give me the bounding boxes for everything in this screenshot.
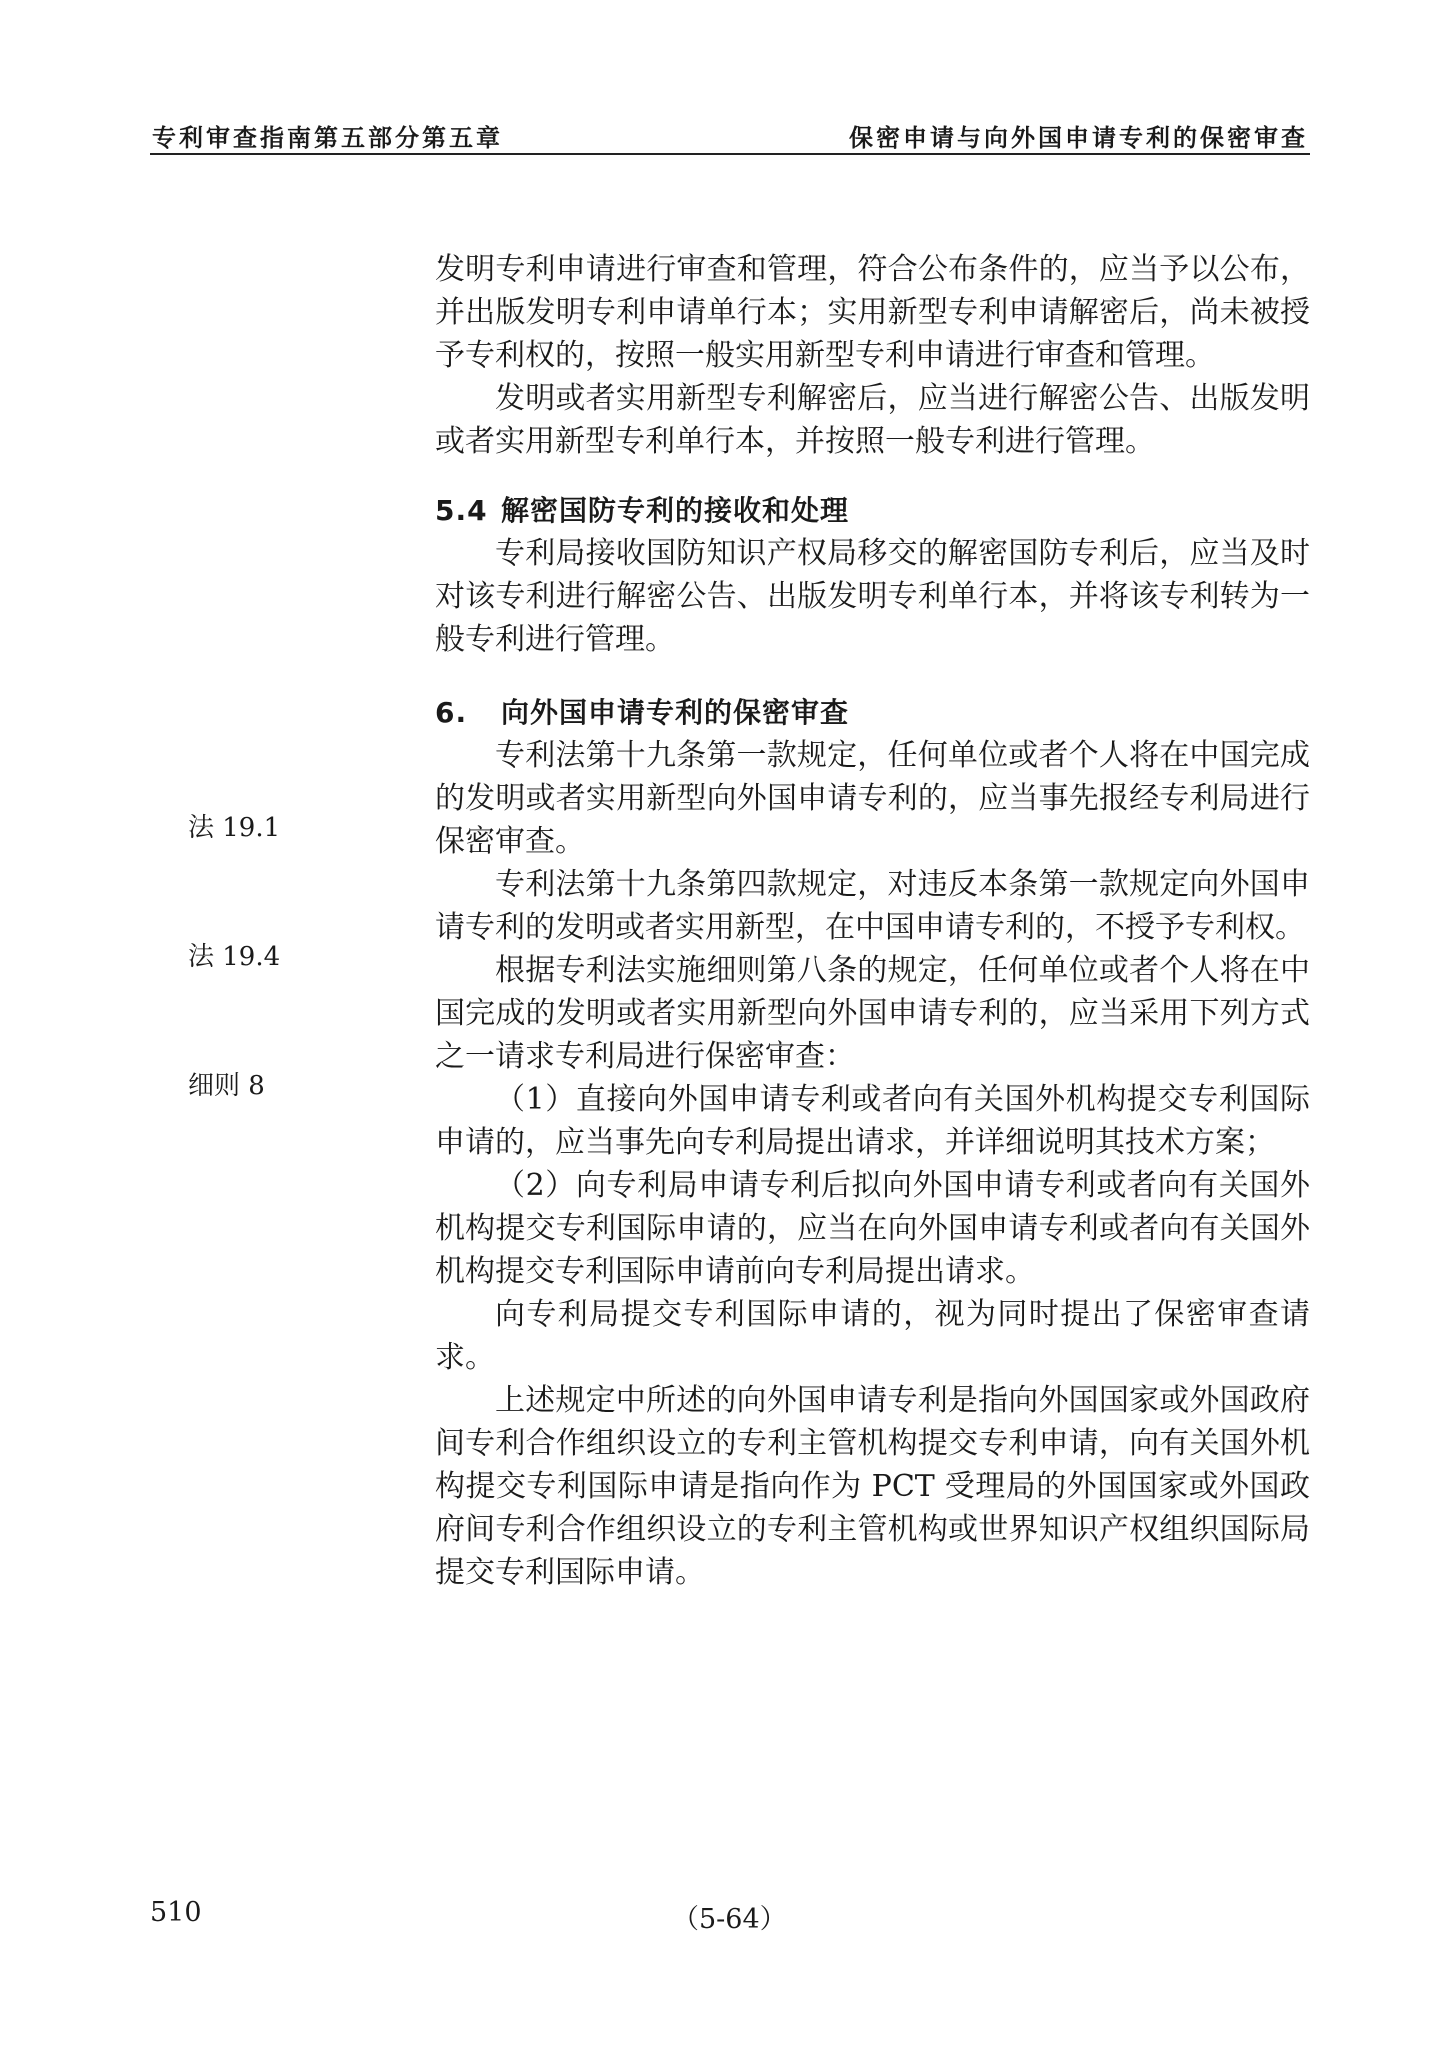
paragraph: 根据专利法实施细则第八条的规定，任何单位或者个人将在中国完成的发明或者实用新型向外国申请专利的，应当采用下列方式之一请求专利局进行保密审查： [435,953,1310,1074]
header-rule [150,153,1310,155]
section-heading-5-4 [435,489,1310,532]
section-number: 6. [435,696,468,729]
section-title: 解密国防专利的接收和处理 [501,494,850,527]
margin-note-rule-8: 细则 8 [188,1071,265,1101]
list-item: （2）向专利局申请专利后拟向外国申请专利或者向有关国外机构提交专利国际申请的，应当在向外国申请专利或者向有关国外机构提交专利国际申请前向专利局提出请求。 [435,1168,1310,1289]
page-number: 510 [150,1897,202,1928]
section-heading-6 [435,691,1310,734]
spacer [435,661,1310,691]
paragraph: 专利法第十九条第四款规定，对违反本条第一款规定向外国申请专利的发明或者实用新型，在中国申请专利的，不授予专利权。 [435,867,1310,945]
paragraph: 专利局接收国防知识产权局移交的解密国防专利后，应当及时对该专利进行解密公告、出版发明专利单行本，并将该专利转为一般专利进行管理。 [435,536,1310,657]
section-title: 向外国申请专利的保密审查 [501,696,850,729]
section-number: 5.4 [435,494,488,527]
section-page-code: （5-64） [672,1904,787,1935]
paragraph: 发明或者实用新型专利解密后，应当进行解密公告、出版发明或者实用新型专利单行本，并按照一般专利进行管理。 [435,381,1310,459]
spacer [435,463,1310,489]
paragraph: 专利法第十九条第一款规定，任何单位或者个人将在中国完成的发明或者实用新型向外国申请专利的，应当事先报经专利局进行保密审查。 [435,738,1310,859]
margin-note-law-19-4: 法 19.4 [188,942,281,972]
page-header [150,112,1310,152]
paragraph: 向专利局提交专利国际申请的，视为同时提出了保密审查请求。 [435,1297,1310,1375]
list-item: （1）直接向外国申请专利或者向有关国外机构提交专利国际申请的，应当事先向专利局提出请求，并详细说明其技术方案； [435,1082,1310,1160]
paragraph: 上述规定中所述的向外国申请专利是指向外国国家或外国政府间专利合作组织设立的专利主管机构提交专利申请，向有关国外机构提交专利国际申请是指向作为 PCT 受理局的外国国家或外国政府间专利合作组织设立的专利主管机构或世界知识产权组织国际局提交专利国际申请。 [435,1383,1310,1590]
margin-note-law-19-1: 法 19.1 [188,813,281,843]
header-chapter-title: 专利审查指南第五部分第五章 [152,123,503,152]
header-section-title: 保密申请与向外国申请专利的保密审查 [849,123,1308,152]
paragraph: 发明专利申请进行审查和管理，符合公布条件的，应当予以公布，并出版发明专利申请单行本；实用新型专利申请解密后，尚未被授予专利权的，按照一般实用新型专利申请进行审查和管理。 [435,252,1310,373]
body-text [435,248,1310,1594]
